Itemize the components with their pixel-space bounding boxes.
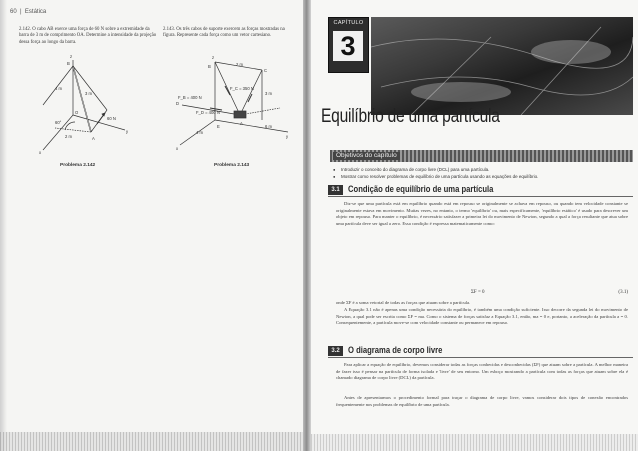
objective-item: ● Introduzir o conceito do diagrama de corpo livre (DCL) para uma partícula. [333,167,633,174]
section-3-1-paragraph-1: Diz-se que uma partícula está em equilíbrio quando está em repouso se originalmente se achava em repouso, ou quando tem velocidade constante se originalmente estava em movimento. Muitas vezes, no entanto, o termo 'equilíbrio' ou, mais especificamente, 'equilíbrio estático' é usado para descrever um objeto em repouso. Para manter o equilíbrio, é necessário satisfazer a primeira lei do movimento de Newton, segundo a qual a força resultante que atua sobre uma partícula deve ser igual a zero. Essa condição é expressa matematicamente como: [336,201,628,226]
section-3-2-heading [328,346,633,358]
chapter-number: 3 [333,31,363,61]
equation-formula: ΣF = 0 [471,290,485,295]
fig143-z: z [212,55,215,60]
fig142-x: x [39,150,42,155]
fig142-angle: 60° [55,120,62,125]
fig143-y: y [286,134,289,139]
section-3-1-paragraph-2: onde ΣF é a soma vetorial de todas as forças que atuam sobre a partícula. [336,300,471,305]
fig142-d4: 4 m [55,86,62,91]
fig143-D: D [176,101,180,106]
fig142-O: O [75,110,79,115]
left-page [0,0,303,451]
section-3-2-number: 3.2 [328,346,343,356]
fig143-fb: F_B = 400 N [178,95,202,100]
chapter-title: Equilíbrio de uma partícula [321,106,500,127]
equation-number: (3.1) [618,290,628,295]
objectives-title: Objetivos do capítulo [333,152,400,160]
chapter-photo [371,17,633,115]
section-3-1-paragraph-3: A Equação 3.1 não é apenas uma condição necessária do equilíbrio, é também uma condição suficiente. Isso decorre da segunda lei do movimento de Newton, a qual pode ser escrita como ΣF = ma. Como o sistema de forças satisfaz a Equação 3.1, então, ma = 0 e, portanto, a aceleração da partícula a = 0. Consequentemente, a partícula move-se com velocidade constante ou permanece em repouso. [336,307,628,326]
book-gutter [303,0,311,451]
running-header: 60 | Estática [10,9,47,15]
section-3-1-heading [328,185,633,197]
fig143-A: A [240,121,243,126]
section-3-2-paragraph-2: Antes de apresentarmos o procedimento formal para traçar o diagrama de corpo livre, vamos considerar dois tipos de conexão encontrados frequentemente nos problemas de equilíbrio de uma partícula. [336,395,628,407]
page-number: 60 [10,9,17,15]
photo-texture [371,17,633,115]
fig143-d6: 6 m [265,124,272,129]
fig143-E: E [217,124,220,129]
section-3-1-number: 3.1 [328,185,343,195]
running-head: Estática [24,9,47,15]
figure-143 [170,50,295,155]
fig143-fd: F_D = 400 N [196,110,220,115]
fig142-force: 60 N [107,116,116,121]
objectives-list [333,167,633,180]
objectives-bar [330,150,633,162]
chapter-badge [328,17,369,73]
caption-142: Problema 2.142 [60,163,96,168]
fig143-d3: 3 m [265,91,272,96]
fig143-d2: 2 m [236,62,243,67]
chapter-label: CAPÍTULO [333,20,364,26]
section-3-2-paragraph-1: Para aplicar a equação de equilíbrio, devemos considerar todas as forças conhecidas e desconhecidas (ΣF) que atuam sobre a partícula. A melhor maneira de fazer isso é pensar na partícula de forma isolada e 'livre' de seu entorno. Um esboço mostrando a partícula com todas as forças que atuam sobre ela é chamado diagrama de corpo livre (DCL) da partícula. [336,362,628,381]
page-edge-shadow [0,0,7,451]
scan-noise-band [0,432,303,451]
fig142-z: z [70,54,73,59]
caption-143: Problema 2.143 [214,163,250,168]
fig143-d4: 4 m [196,130,203,135]
fig142-A: A [92,136,95,141]
fig143-C: C [264,68,268,73]
problem-142-text: 2.142. O cabo AB exerce uma força de 60 N sobre a extremidade da barra de 3 m de comprimento OA. Determine a intensidade da projeção dessa força ao longo da barra. [19,27,157,45]
section-3-2-title: O diagrama de corpo livre [348,345,443,355]
right-page [311,0,638,451]
objective-item: ● Mostrar como resolver problemas de equilíbrio de uma partícula usando as equações de equilíbrio. [333,174,633,181]
section-3-1-title: Condição de equilíbrio de uma partícula [348,184,494,194]
fig143-B: B [208,64,211,69]
scan-noise-band [311,434,638,451]
fig142-d2: 2 m [65,134,72,139]
fig142-d3: 3 m [85,91,92,96]
fig143-x: x [176,146,179,151]
fig142-y: y [126,129,129,134]
fig142-B: B [67,61,70,66]
problem-143-text: 2.143. Os três cabos de suporte exercem as forças mostradas na figura. Represente cada força como um vetor cartesiano. [163,27,285,39]
fig143-fc: F_C = 350 N [230,86,254,91]
figure-142 [25,50,140,160]
